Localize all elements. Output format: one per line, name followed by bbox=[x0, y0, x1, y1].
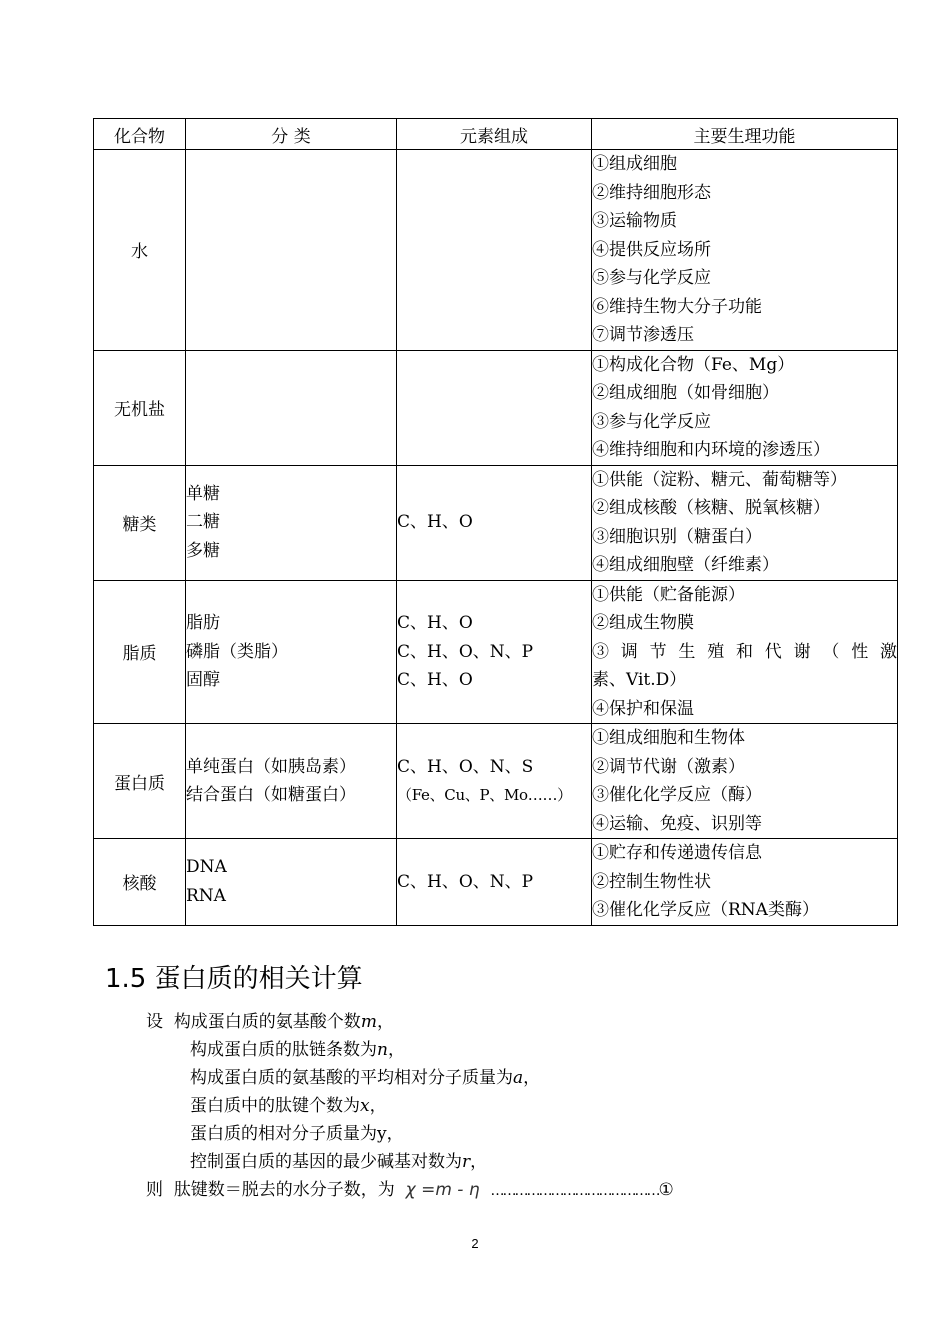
element-item: C、H、O、N、P bbox=[397, 641, 534, 662]
function-item: ②组成生物膜 bbox=[592, 613, 694, 633]
compound-name: 核酸 bbox=[94, 839, 186, 926]
compound-name: 脂质 bbox=[94, 580, 186, 724]
category-item: 单糖 bbox=[186, 483, 220, 504]
line-text: 蛋白质中的肽键个数为 bbox=[190, 1096, 360, 1116]
compound-name: 糖类 bbox=[94, 465, 186, 580]
header-elements: 元素组成 bbox=[397, 119, 592, 150]
table-row-inorganic-salt bbox=[94, 350, 898, 465]
compound-name: 水 bbox=[94, 150, 186, 351]
category-item: RNA bbox=[186, 885, 226, 906]
line-suffix: ， bbox=[387, 1040, 405, 1060]
function-item: ③催化化学反应（酶） bbox=[592, 785, 762, 805]
line-prefix: 设 bbox=[146, 1012, 163, 1032]
functions-cell bbox=[592, 350, 898, 465]
element-item: （Fe、Cu、P、Mo……） bbox=[397, 786, 572, 804]
function-item: ①供能（淀粉、糖元、葡萄糖等） bbox=[592, 469, 847, 490]
table-row-carbohydrate bbox=[94, 465, 898, 580]
function-item: ①贮存和传递遗传信息 bbox=[592, 843, 762, 863]
line-text: 控制蛋白质的基因的最少碱基对数为 bbox=[190, 1152, 462, 1172]
element-item: C、H、O、N、P bbox=[397, 871, 534, 892]
header-compound: 化合物 bbox=[94, 119, 186, 150]
header-functions: 主要生理功能 bbox=[592, 119, 898, 150]
header-category: 分 类 bbox=[186, 119, 397, 150]
category-cell bbox=[186, 150, 397, 351]
elements-cell bbox=[397, 724, 592, 839]
function-item: ③调节生殖和代谢（性激 bbox=[592, 641, 897, 662]
calc-line bbox=[190, 1092, 387, 1121]
elements-cell bbox=[397, 150, 592, 351]
functions-cell bbox=[592, 465, 898, 580]
variable: n bbox=[377, 1040, 388, 1060]
function-item: ③催化化学反应（RNA类酶） bbox=[592, 900, 819, 920]
line-suffix: ， bbox=[376, 1012, 394, 1032]
calc-conclusion bbox=[146, 1176, 674, 1206]
function-item: ①组成细胞和生物体 bbox=[592, 728, 745, 748]
category-cell bbox=[186, 350, 397, 465]
functions-cell bbox=[592, 150, 898, 351]
category-item: 脂肪 bbox=[186, 613, 220, 633]
variable: r bbox=[462, 1152, 471, 1172]
function-item: ③细胞识别（糖蛋白） bbox=[592, 526, 762, 547]
function-item: ②组成核酸（核糖、脱氧核糖） bbox=[592, 498, 830, 518]
elements-cell bbox=[397, 839, 592, 926]
function-item: ②控制生物性状 bbox=[592, 871, 711, 892]
elements-cell bbox=[397, 580, 592, 724]
functions-cell bbox=[592, 839, 898, 926]
compound-name: 无机盐 bbox=[94, 350, 186, 465]
compound-name: 蛋白质 bbox=[94, 724, 186, 839]
category-item: 单纯蛋白（如胰岛素） bbox=[186, 756, 356, 777]
table-row-water bbox=[94, 150, 898, 351]
dot-leader: …………………………………… bbox=[490, 1183, 659, 1199]
function-item: ⑦调节渗透压 bbox=[592, 325, 694, 345]
function-item: ③运输物质 bbox=[592, 211, 677, 231]
calc-line bbox=[190, 1036, 405, 1065]
equation-marker: ① bbox=[658, 1180, 674, 1200]
functions-cell bbox=[592, 724, 898, 839]
element-item: C、H、O bbox=[397, 670, 473, 690]
category-cell bbox=[186, 580, 397, 724]
calc-line bbox=[190, 1120, 404, 1149]
elements-cell bbox=[397, 465, 592, 580]
table-header-row bbox=[94, 119, 898, 150]
category-item: 二糖 bbox=[186, 512, 220, 533]
line-suffix: ， bbox=[470, 1152, 488, 1172]
function-item: 素、Vit.D） bbox=[592, 670, 687, 690]
function-item: ②调节代谢（激素） bbox=[592, 756, 745, 777]
line-suffix: ， bbox=[386, 1124, 404, 1144]
function-item: ⑥维持生物大分子功能 bbox=[592, 296, 762, 317]
function-item: ⑤参与化学反应 bbox=[592, 268, 711, 288]
function-item: ④保护和保温 bbox=[592, 698, 694, 719]
function-item: ②维持细胞形态 bbox=[592, 182, 711, 203]
function-item: ①供能（贮备能源） bbox=[592, 584, 745, 605]
formula: χ =m - η bbox=[405, 1180, 480, 1200]
variable: x bbox=[360, 1096, 370, 1116]
line-text: 肽键数＝脱去的水分子数，为 bbox=[173, 1180, 395, 1200]
page-number: 2 bbox=[471, 1236, 479, 1251]
element-item: C、H、O bbox=[397, 512, 473, 533]
element-item: C、H、O、N、S bbox=[397, 756, 534, 777]
variable: m bbox=[360, 1012, 377, 1032]
line-text: 构成蛋白质的氨基酸个数 bbox=[173, 1012, 361, 1032]
table-row-protein bbox=[94, 724, 898, 839]
function-item: ①构成化合物（Fe、Mg） bbox=[592, 354, 795, 375]
category-cell bbox=[186, 724, 397, 839]
function-item: ④运输、免疫、识别等 bbox=[592, 813, 762, 834]
section-heading: 1.5 蛋白质的相关计算 bbox=[105, 964, 363, 994]
line-prefix: 则 bbox=[146, 1180, 163, 1200]
category-item: 磷脂（类脂） bbox=[186, 641, 288, 662]
elements-cell bbox=[397, 350, 592, 465]
calc-line bbox=[146, 1008, 394, 1037]
function-item: ④提供反应场所 bbox=[592, 239, 711, 260]
function-item: ④维持细胞和内环境的渗透压） bbox=[592, 440, 830, 460]
compound-table bbox=[93, 118, 898, 926]
category-item: 固醇 bbox=[186, 670, 220, 690]
line-suffix: ， bbox=[369, 1096, 387, 1116]
element-item: C、H、O bbox=[397, 613, 473, 633]
function-item: ①组成细胞 bbox=[592, 154, 677, 174]
category-item: 结合蛋白（如糖蛋白） bbox=[186, 785, 356, 805]
category-cell bbox=[186, 465, 397, 580]
category-item: 多糖 bbox=[186, 540, 220, 561]
line-text: 构成蛋白质的肽链条数为 bbox=[190, 1040, 377, 1060]
table-row-lipid bbox=[94, 580, 898, 724]
function-item: ④组成细胞壁（纤维素） bbox=[592, 555, 779, 575]
function-item: ③参与化学反应 bbox=[592, 411, 711, 432]
calc-line bbox=[190, 1064, 540, 1093]
functions-cell bbox=[592, 580, 898, 724]
category-cell bbox=[186, 839, 397, 926]
calc-line bbox=[190, 1148, 487, 1177]
table-row-nucleic-acid bbox=[94, 839, 898, 926]
category-item: DNA bbox=[186, 857, 227, 878]
variable: y bbox=[377, 1124, 387, 1144]
line-text: 构成蛋白质的氨基酸的平均相对分子质量为 bbox=[190, 1068, 513, 1088]
variable: a bbox=[513, 1068, 524, 1088]
line-suffix: ， bbox=[523, 1068, 541, 1088]
line-text: 蛋白质的相对分子质量为 bbox=[190, 1124, 377, 1144]
function-item: ②组成细胞（如骨细胞） bbox=[592, 383, 779, 403]
